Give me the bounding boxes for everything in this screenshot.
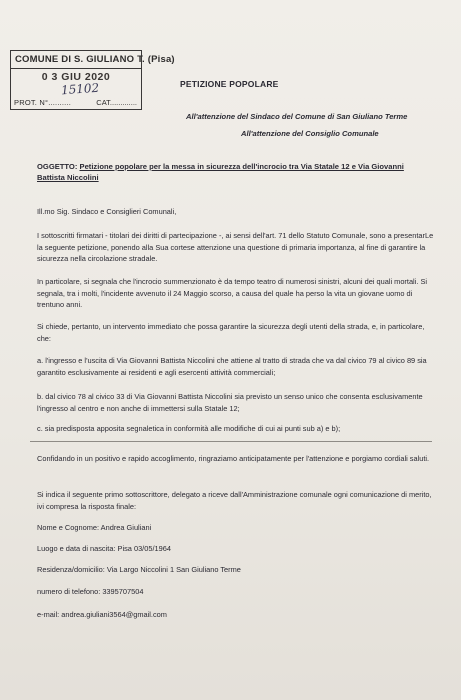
request-item-a: a. l'ingresso e l'uscita di Via Giovanni Battista Niccolini che attiene al tratto di strada che va dal civico 79 al civico 89 sia garantito esclusivamente ai residenti e agli esercenti attività commerciali; — [37, 356, 427, 377]
signer-phone: numero di telefono: 3395707504 — [37, 587, 144, 596]
stamp-handwritten-number: 15102 — [60, 80, 100, 98]
paragraph-intro: I sottoscritti firmatari - titolari dei diritti di partecipazione -, ai sensi dell'art. 71 dello Statuto Comunale, sono a presentarLe la seguente petizione, ponendo alla Sua cortese attenzione una questione di primaria importanza, al fine di garantire la sicurezza nella circolazione stradale. — [37, 231, 434, 263]
greeting: Ill.mo Sig. Sindaco e Consiglieri Comunali, — [37, 207, 177, 216]
stamp-prot-label: PROT. N°.......... — [14, 98, 72, 107]
stamp-cat-label: CAT............. — [96, 98, 137, 107]
paragraph-incidents: In particolare, si segnala che l'incrocio summenzionato è da tempo teatro di numerosi sinistri, alcuni dei quali mortali. Si segnala, tra i molti, l'incidente avvenuto il 24 Maggio scorso, a causa del quale ha perso la vita un giovane uomo di trentuno anni. — [37, 277, 428, 309]
attention-consiglio: All'attenzione del Consiglio Comunale — [241, 129, 379, 138]
request-item-b: b. dal civico 78 al civico 33 di Via Giovanni Battista Niccolini sia previsto un senso unico che consenta esclusivamente l'ingresso al centro e non anche di immettersi sulla Statale 12; — [37, 392, 423, 413]
subject-line — [37, 161, 432, 183]
subject-text: Petizione popolare per la messa in sicurezza dell'incrocio tra Via Statale 12 e Via Giovanni Battista Niccolini — [37, 162, 404, 182]
paragraph-request: Si chiede, pertanto, un intervento immediato che possa garantire la sicurezza degli utenti della strada, e, in particolare, che: — [37, 322, 425, 343]
subject-label: OGGETTO: — [37, 162, 78, 171]
divider-line — [30, 441, 432, 442]
closing-paragraph: Confidando in un positivo e rapido accoglimento, ringraziamo anticipatamente per l'attenzione e porgiamo cordiali saluti. — [37, 454, 430, 463]
signer-name: Nome e Cognome: Andrea Giuliani — [37, 523, 152, 532]
document-title: PETIZIONE POPOLARE — [180, 79, 279, 89]
stamp-date: 0 3 GIU 2020 — [41, 71, 111, 83]
signer-email: e-mail: andrea.giuliani3564@gmail.com — [37, 610, 167, 619]
protocol-stamp — [10, 50, 175, 110]
attention-sindaco: All'attenzione del Sindaco del Comune di San Giuliano Terme — [186, 112, 408, 121]
signer-residence: Residenza/domicilio: Via Largo Niccolini 1 San Giuliano Terme — [37, 565, 241, 574]
paragraph-first-signer: Si indica il seguente primo sottoscrittore, delegato a riceve dall'Amministrazione comunale ogni comunicazione di merito, ivi compresa la risposta finale: — [37, 490, 432, 511]
signer-birth: Luogo e data di nascita: Pisa 03/05/1964 — [37, 544, 171, 553]
stamp-header: COMUNE DI S. GIULIANO T. (Pisa) — [11, 51, 141, 69]
request-item-c: c. sia predisposta apposita segnaletica in conformità alle modifiche di cui ai punti sub a) e b); — [37, 424, 341, 433]
